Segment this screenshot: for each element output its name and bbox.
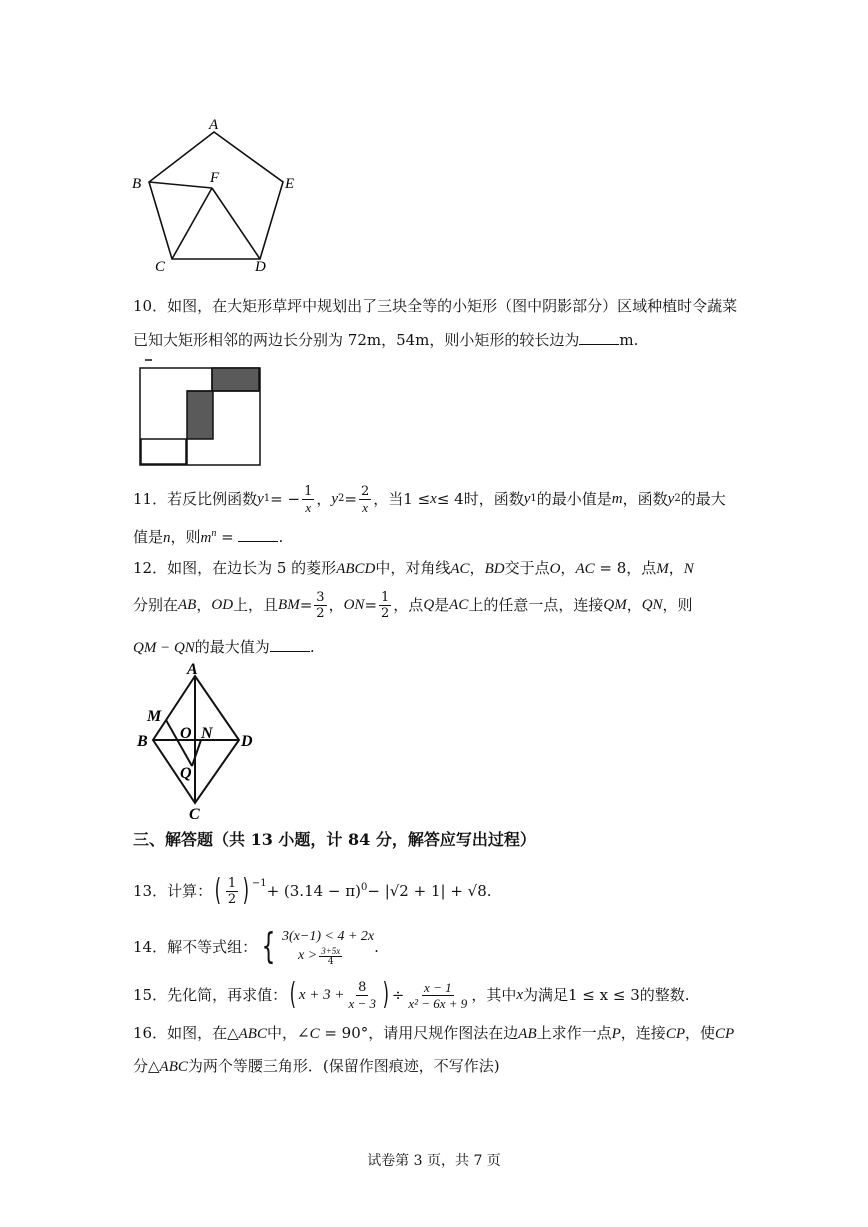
label-n: N [201,725,213,742]
q12-line2: 分别在 AB ， OD 上，且 BM = $\frac{3}{2}$ ， ON = $\frac{1}{2}$ ，点 Q 是 AC 上的任意一点，连接 QM ， QN ，则 [133,589,693,621]
fraction: $\frac{1}{2}$ [227,875,237,907]
q11-line2: 值是n，则$m^n$ = . [133,528,284,546]
q12-line3: QM − QN的最大值为 . [133,638,315,656]
label-c: C [155,259,166,275]
fraction: $\frac{1}{x}$ [304,483,313,515]
inequality-system: { 3(x−1) < 4 + 2x x > $\frac{3+5x}{4}$ [261,926,375,967]
section-heading: 三、解答题（共 13 小题，计 84 分，解答应写出过程） [133,830,536,849]
rhombus-figure [135,660,265,822]
q15: 15． 先化简，再求值： ( x + 3 + $\frac{8}{x - 3}$ ) ÷ $\frac{x - 1}{\text{x² − 6x + 9}}$ ，其中 x 为满足1 ≤ x ≤ 3的整数. [133,977,690,1012]
fraction: $\frac{3}{2}$ [316,589,325,621]
answer-blank [579,330,619,345]
answer-blank [270,637,310,652]
label-a: A [187,661,198,678]
q10-line2: 已知大矩形相邻的两边长分别为 72m，54m，则小矩形的较长边为 m. [133,331,639,349]
label-f: F [210,170,220,186]
pentagon-figure [125,115,310,275]
q13: 13． 计算： ( $\frac{1}{2}$ ) $^{-1}$ + (3.14 − π) $^0$ − |√2 + 1| + √8 . [133,873,492,908]
page-footer: 试卷第 3 页，共 7 页 [367,1153,501,1169]
fraction: $\frac{8}{x - 3}$ [348,979,377,1011]
label-m: M [147,708,162,725]
answer-blank [238,527,278,542]
label-b: B [137,733,148,750]
fraction: $\frac{2}{x}$ [360,483,370,515]
rectangles-figure [135,358,267,470]
q14: 14． 解不等式组： { 3(x−1) < 4 + 2x x > $\frac{3+5x}{4}$ . [133,926,379,967]
q11-line1: 11． 若反比例函数 y 1 = − $\frac{1}{x}$ ， y 2 = $\frac{2}{x}$ ，当1 ≤ x ≤ 4时，函数 y 1 的最小值是 m ，函数 y 2 的最大 [133,483,726,515]
label-c: C [189,806,200,822]
fraction: $\frac{x - 1}{\text{x² − 6x + 9}}$ [408,979,468,1011]
label-b: B [132,176,142,192]
fraction: $\frac{1}{2}$ [381,589,390,621]
fraction: $\frac{3+5x}{4}$ [321,945,341,967]
label-a: A [209,117,219,133]
q16-line1: 16．如图，在△ABC中，∠C = 90°，请用尺规作图法在边AB上求作一点P，连接CP，使CP [133,1024,735,1042]
label-d: D [255,259,266,275]
label-e: E [285,176,295,192]
label-q: Q [180,765,192,782]
q16-line2: 分△ABC为两个等腰三角形．(保留作图痕迹，不写作法) [133,1057,500,1075]
q12-line1: 12．如图，在边长为 5 的菱形ABCD中，对角线AC，BD交于点O，AC = 8，点M，N [133,559,694,577]
q10-line1: 10．如图，在大矩形草坪中规划出了三块全等的小矩形（图中阴影部分）区域种植时令蔬菜 [133,297,738,315]
label-o: O [180,725,192,742]
label-d: D [241,733,253,750]
